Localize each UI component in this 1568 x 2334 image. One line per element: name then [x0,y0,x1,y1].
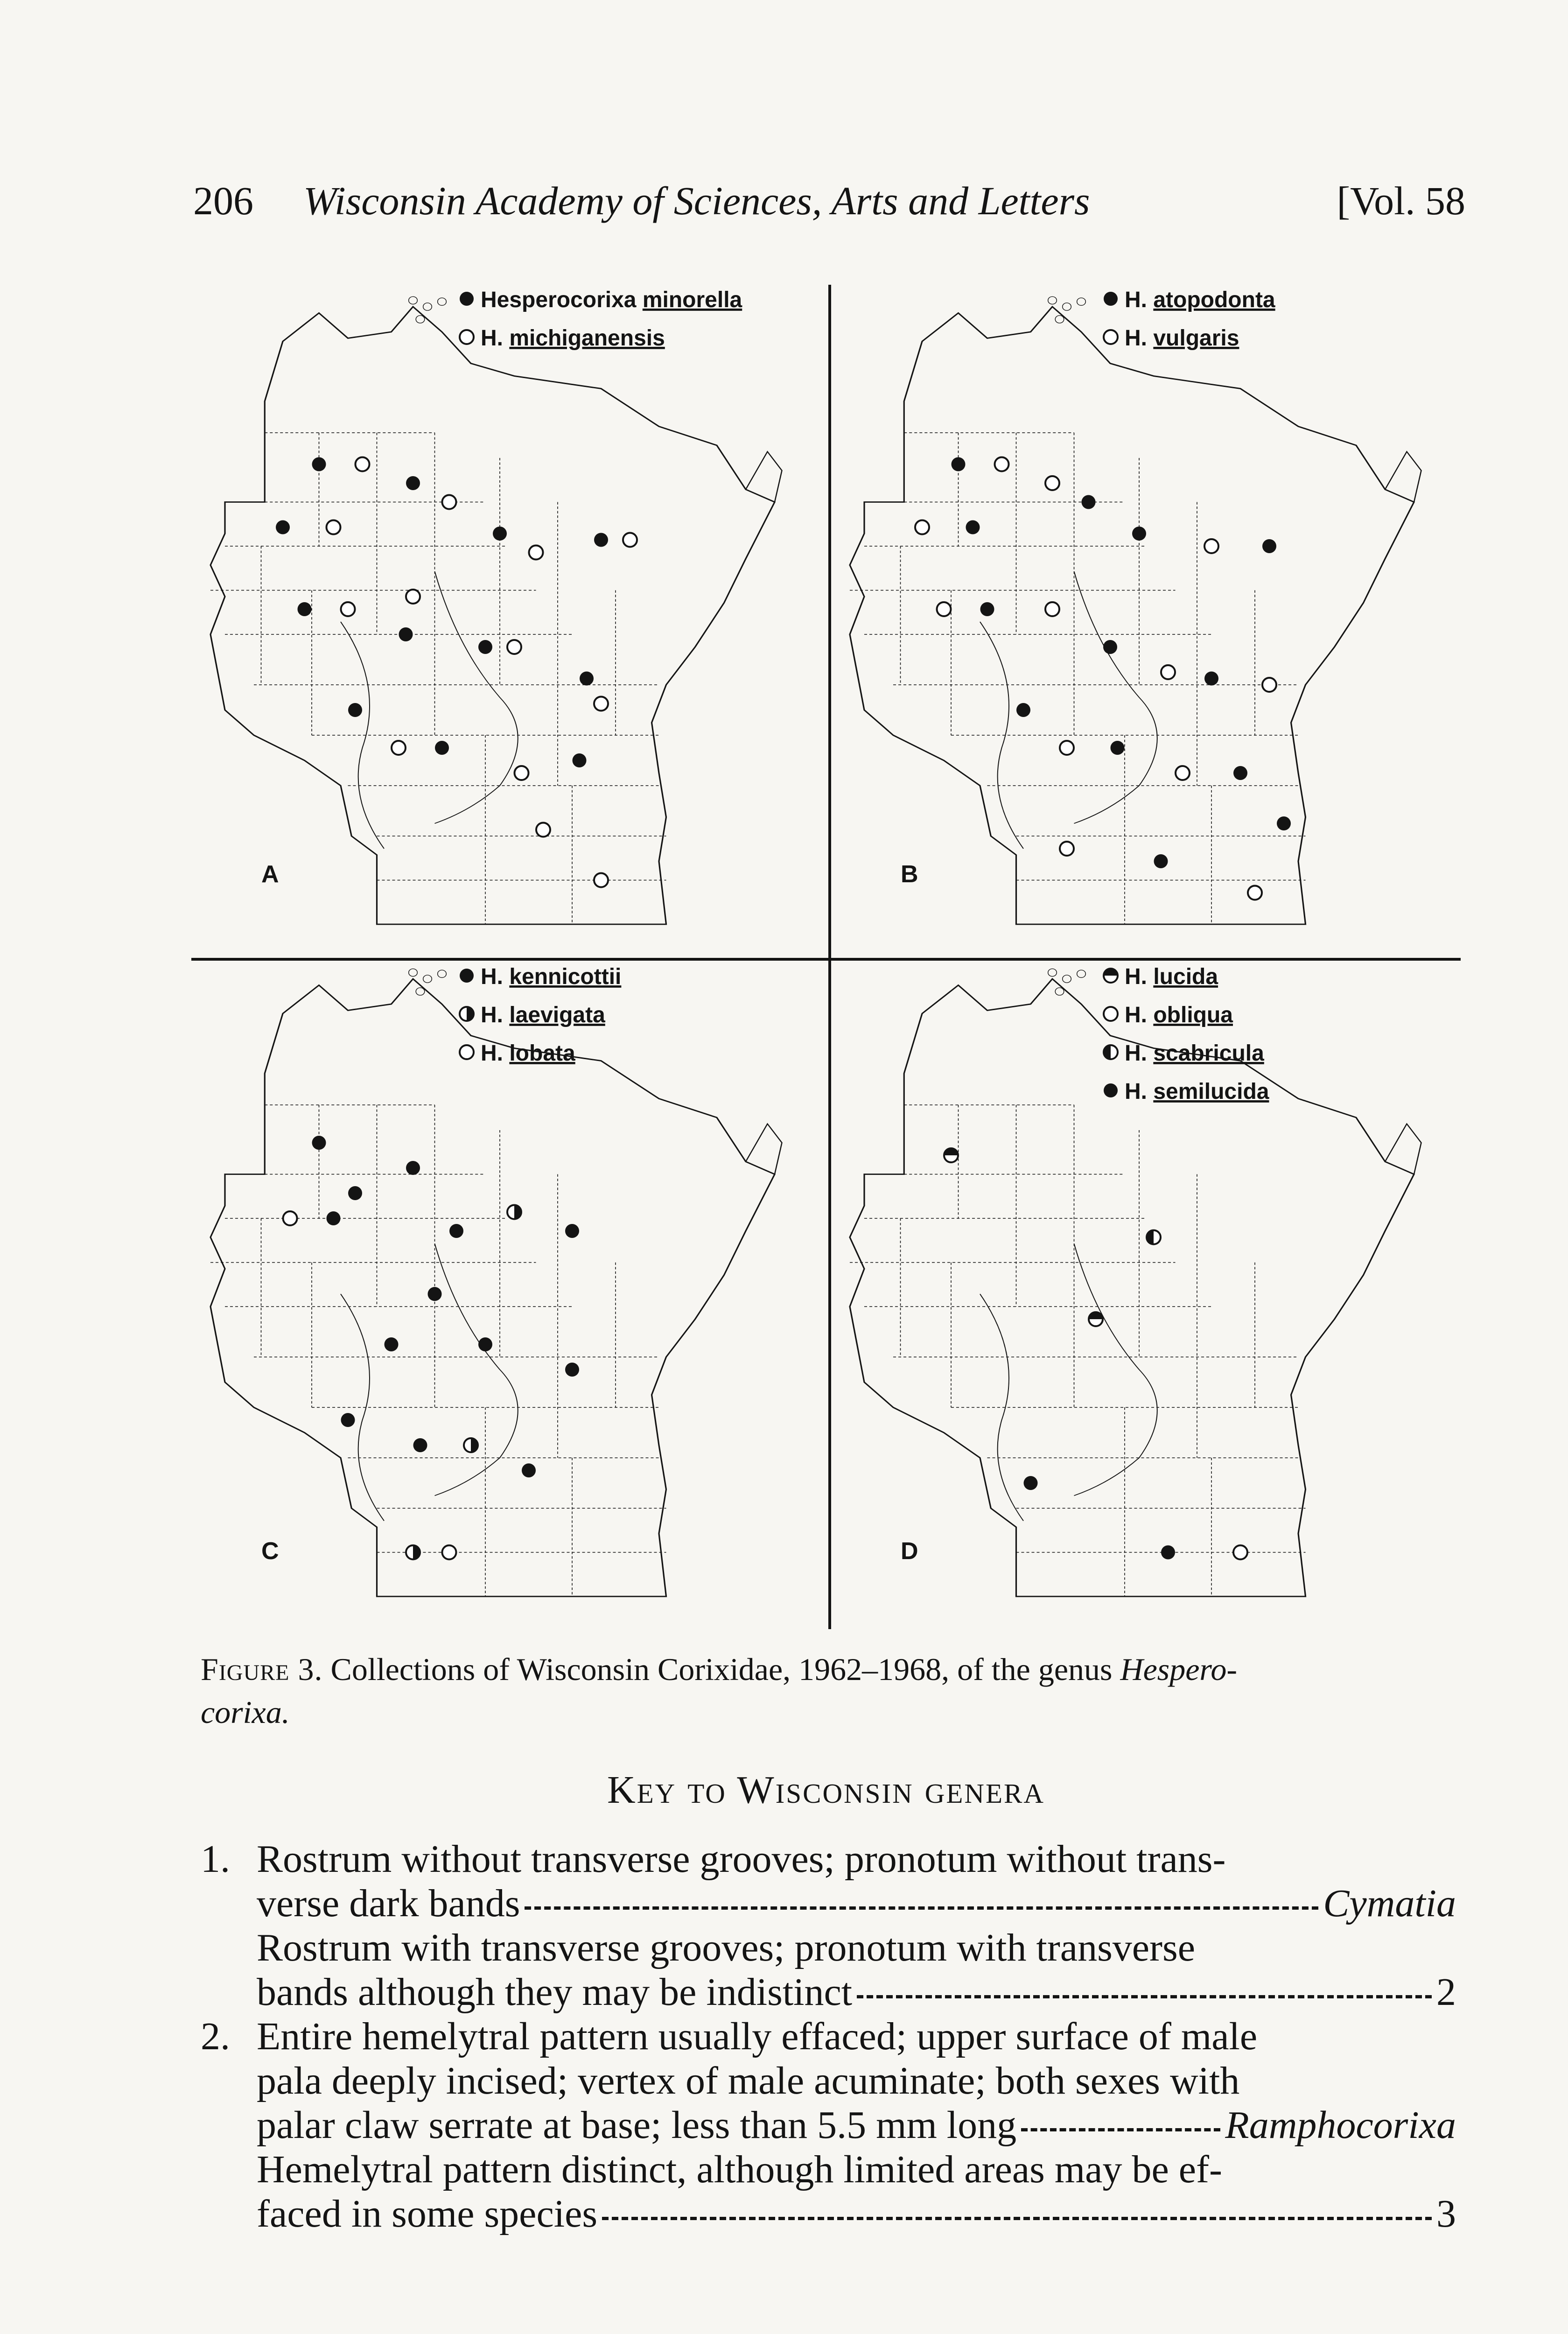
collection-site-marker [298,602,312,616]
wisconsin-map-b [850,296,1421,924]
collection-site-marker [385,1337,399,1351]
panel-letter: B [901,861,918,888]
collection-site-marker [356,457,370,471]
entry-number: 2. [201,2015,230,2058]
collection-site-marker [1024,1476,1038,1490]
dotted-leader [602,2217,1432,2220]
collection-site-marker [594,697,608,711]
collection-site-marker [283,1211,297,1225]
legend-symbol [1104,969,1118,983]
legend-genus: H. [1125,326,1154,351]
state-outline [850,307,1414,924]
key-line: Rostrum with transverse grooves; pronotum with transverse [257,1926,1195,1969]
collection-site-marker [507,1205,521,1219]
legend-genus: H. [481,964,510,989]
collection-site-marker [464,1438,478,1452]
key-entry [201,1837,1456,2014]
island [1077,298,1086,305]
island [438,970,447,977]
legend-genus: H. [481,326,510,351]
caption-genus-part2: corixa. [201,1694,290,1730]
legend-genus: Hesperocorixa [481,288,643,312]
key-result-ramphocorixa: Ramphocorixa [1225,2103,1456,2147]
collection-site-marker [507,640,521,654]
collection-site-marker [1089,1312,1103,1326]
legend-entry [1125,1079,1269,1104]
entry-number: 1. [201,1837,230,1881]
collection-site-marker [529,546,543,560]
collection-site-marker [399,627,413,641]
collection-site-marker [1132,527,1146,541]
collection-site-marker [1161,1546,1175,1560]
collection-site-marker [478,640,492,654]
collection-site-marker [1060,741,1074,755]
legend-symbol [460,969,474,983]
island [423,975,432,983]
legend-genus: H. [1125,964,1154,989]
legend-species: vulgaris [1153,326,1239,351]
collection-site-marker [348,1186,362,1200]
collection-site-marker [1204,539,1218,553]
collection-site-marker [435,741,449,755]
figure-caption [201,1648,1461,1734]
caption-text: Collections of Wisconsin Corixidae, 1962–1968, of the genus [330,1652,1113,1687]
legend-entry [1125,1003,1233,1027]
island [416,988,425,995]
legend-entry [1125,288,1275,312]
collection-site-marker [623,533,637,547]
collection-site-marker [449,1224,463,1238]
collection-site-marker [1204,672,1218,686]
collection-site-marker [493,527,507,541]
genera-key [201,1837,1456,2236]
collection-site-marker [1277,816,1291,830]
collection-site-marker [944,1148,958,1162]
collection-site-marker [276,520,290,534]
collection-site-marker [966,520,980,534]
collection-site-marker [1233,1546,1247,1560]
legend-symbol [460,292,474,306]
panel-letter: A [261,861,279,888]
legend-species: scabricula [1153,1041,1264,1066]
legend-entry [481,1041,575,1066]
journal-title: Wisconsin Academy of Sciences, Arts and Letters [303,178,1090,223]
island [416,316,425,323]
collection-site-marker [348,703,362,717]
collection-site-marker [952,457,966,471]
collection-site-marker [478,1337,492,1351]
legend-entry [481,964,621,989]
island [1055,988,1064,995]
state-outline [210,307,775,924]
island [1077,970,1086,977]
wisconsin-map-a [210,296,782,924]
collection-site-marker [312,1136,326,1150]
running-head [187,173,1465,229]
island [1063,303,1071,310]
key-line: Hemelytral pattern distinct, although limited areas may be ef- [257,2148,1222,2191]
collection-site-marker [573,753,587,767]
legend-species: michiganensis [509,326,665,351]
collection-site-marker [413,1438,427,1452]
collection-site-marker [428,1287,442,1301]
panel-letter: D [901,1538,918,1565]
collection-site-marker [522,1463,536,1477]
collection-site-marker [937,602,951,616]
legend-species: lucida [1153,964,1218,989]
island [1048,969,1057,976]
island [1055,316,1064,323]
legend-genus: H. [1125,1003,1154,1027]
legend-entry [1125,326,1239,351]
legend-genus: H. [1125,1079,1154,1104]
collection-site-marker [1233,766,1247,780]
lead-text: bands although they may be indistinct [257,1970,853,2014]
panel-letter: C [261,1538,279,1565]
collection-site-marker [594,873,608,887]
collection-site-marker [392,741,406,755]
collection-site-marker [406,1161,420,1175]
legend-genus: H. [481,1003,510,1027]
dotted-leader [1021,2128,1220,2131]
legend-symbol [1104,292,1118,306]
collection-site-marker [1103,640,1117,654]
door-peninsula [746,1124,782,1174]
door-peninsula [746,452,782,502]
collection-site-marker [341,1413,355,1427]
key-result-2: 2 [1436,1970,1456,2014]
legend-symbol [460,1045,474,1059]
collection-site-marker [442,495,456,509]
collection-site-marker [565,1363,579,1377]
legend-genus: H. [1125,1041,1154,1066]
island [1048,296,1057,304]
legend-symbol [1104,1007,1118,1021]
state-outline [210,979,775,1596]
key-lead-line [257,1970,1456,2014]
collection-site-marker [442,1546,456,1560]
collection-site-marker [565,1224,579,1238]
legend-species: semilucida [1153,1079,1269,1104]
key-entry [201,2014,1456,2236]
collection-site-marker [1262,678,1276,692]
page-number: 206 [193,178,253,223]
key-line: pala deeply incised; vertex of male acuminate; both sexes with [257,2059,1240,2102]
legend-symbol [1104,1083,1118,1097]
caption-label: Figure 3. [201,1652,323,1687]
collection-site-marker [406,590,420,604]
lead-text: palar claw serrate at base; less than 5.5 mm long [257,2103,1017,2147]
island [1063,975,1071,983]
collection-site-marker [915,520,929,534]
legend-symbol [460,1007,474,1021]
key-line: Rostrum without transverse grooves; pronotum without trans- [257,1837,1226,1881]
legend-species: atopodonta [1153,288,1275,312]
key-lead-line [257,2103,1456,2147]
collection-site-marker [327,1211,341,1225]
collection-site-marker [995,457,1009,471]
collection-site-marker [406,1546,420,1560]
collection-site-marker [980,602,994,616]
door-peninsula [1385,452,1421,502]
collection-site-marker [1060,842,1074,856]
legend-species: minorella [642,288,742,312]
key-lead-line [257,1881,1456,1926]
collection-site-marker [406,476,420,490]
key-heading: Key to Wisconsin genera [607,1768,1045,1812]
collection-site-marker [1045,602,1059,616]
collection-site-marker [312,457,326,471]
island [409,969,418,976]
volume-label: [Vol. 58 [1337,178,1465,223]
figure-svg [187,280,1465,1638]
collection-site-marker [327,520,341,534]
dotted-leader [857,1995,1432,1998]
collection-site-marker [1082,495,1096,509]
door-peninsula [1385,1124,1421,1174]
island [423,303,432,310]
collection-site-marker [1262,539,1276,553]
collection-site-marker [1111,741,1125,755]
caption-genus-part1: Hespero- [1120,1652,1238,1687]
figure-3-map-grid [187,280,1465,1638]
collection-site-marker [1147,1230,1161,1244]
collection-site-marker [594,533,608,547]
legend-entry [481,288,742,312]
legend-genus: H. [481,1041,510,1066]
legend-species: kennicottii [509,964,622,989]
lead-text: verse dark bands [257,1882,520,1925]
collection-site-marker [536,823,550,837]
collection-site-marker [1154,854,1168,868]
island [409,296,418,304]
collection-site-marker [1176,766,1190,780]
collection-site-marker [1045,476,1059,490]
island [438,298,447,305]
legend-entry [1125,964,1218,989]
legend-entry [481,1003,605,1027]
key-lead-line [257,2192,1456,2236]
legend-entry [1125,1041,1264,1066]
legend-symbol [460,330,474,344]
legend-species: laevigata [509,1003,605,1027]
lead-text: faced in some species [257,2192,598,2236]
key-line: Entire hemelytral pattern usually effaced; upper surface of male [257,2015,1258,2058]
state-outline [850,979,1414,1596]
key-result-cymatia: Cymatia [1323,1882,1456,1925]
dotted-leader [525,1906,1318,1910]
key-result-3: 3 [1436,2192,1456,2236]
legend-genus: H. [1125,288,1154,312]
collection-site-marker [1016,703,1030,717]
legend-symbol [1104,1045,1118,1059]
collection-site-marker [1248,886,1262,900]
collection-site-marker [341,602,355,616]
legend-entry [481,326,665,351]
collection-site-marker [515,766,529,780]
legend-species: obliqua [1153,1003,1233,1027]
collection-site-marker [1161,665,1175,679]
legend-symbol [1104,330,1118,344]
legend-species: lobata [509,1041,575,1066]
collection-site-marker [580,672,594,686]
